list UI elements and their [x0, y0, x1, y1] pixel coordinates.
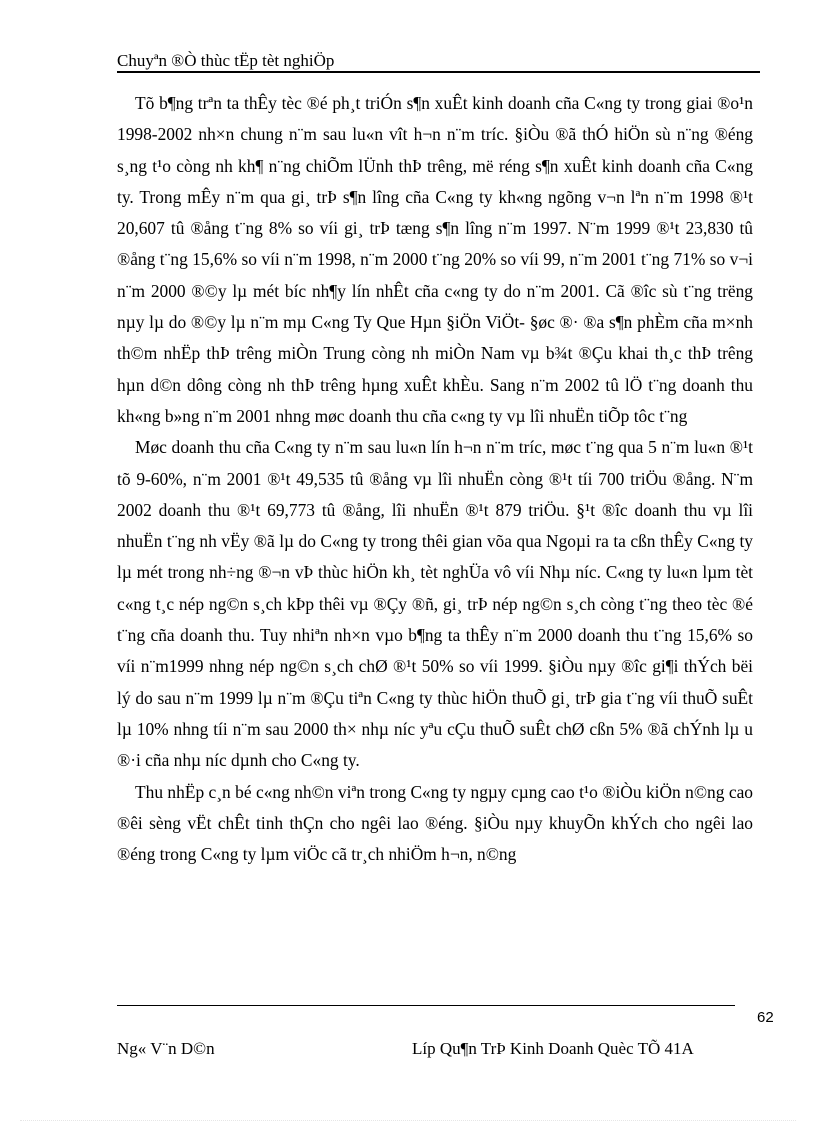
body-text [117, 88, 753, 870]
paragraph-1: Tõ b¶ng trªn ta thÊy tèc ®é ph¸t triÓn s¶n xuÊt kinh doanh cña C«ng ty trong giai ®o¹n 1998-2002 nh×n chung n¨m sau lu«n vît h¬n n¨m tríc. §iÒu ®ã thÓ hiÖn sù n¨ng ®éng s¸ng t¹o còng nh kh¶ n¨ng chiÕm lÜnh thÞ trêng, më réng s¶n xuÊt kinh doanh cña C«ng ty. Trong mÊy n¨m qua gi¸ trÞ s¶n lîng cña C«ng ty kh«ng ngõng v¬n lªn n¨m 1998 ®¹t 20,607 tû ®ång t¨ng 8% so víi gi¸ trÞ tæng s¶n lîng n¨m 1997. N¨m 1999 ®¹t 23,830 tû ®ång t¨ng 15,6% so víi n¨m 1998, n¨m 2000 t¨ng 20% so víi 99, n¨m 2001 t¨ng 71% so v¬i n¨m 2000 ®©y lµ mét bíc nh¶y lín nhÊt cña c«ng ty do n¨m 2001. Cã ®îc sù t¨ng trëng nµy lµ do ®©y lµ n¨m mµ C«ng Ty Que Hµn §iÖn ViÖt- §øc ®· ®a s¶n phÈm cña m×nh th©m nhËp thÞ trêng miÒn Trung còng nh miÒn Nam vµ b¾t ®Çu khai th¸c thÞ trêng hµn d©n dông còng nh thÞ trêng hµng xuÊt khÈu. Sang n¨m 2002 tû lÖ t¨ng doanh thu kh«ng b»ng n¨m 2001 nhng møc doanh thu cña c«ng ty vµ lîi nhuËn tiÕp tôc t¨ng [117, 93, 753, 426]
page-bottom-edge [20, 1120, 796, 1121]
header-divider [117, 71, 760, 73]
footer-divider [117, 1005, 735, 1006]
footer-class: Líp Qu¶n TrÞ Kinh Doanh Quèc TÕ 41A [412, 1039, 694, 1058]
footer-author: Ng« V¨n D©n [117, 1039, 215, 1058]
page-number: 62 [757, 1009, 774, 1026]
paragraph-3: Thu nhËp c¸n bé c«ng nh©n viªn trong C«ng ty ngµy cµng cao t¹o ®iÒu kiÖn n©ng cao ®êi sèng vËt chÊt tinh thÇn cho ngêi lao ®éng. §iÒu nµy khuyÕn khÝch cho ngêi lao ®éng trong C«ng ty lµm viÖc cã tr¸ch nhiÖm h¬n, n©ng [117, 781, 753, 865]
page-header-title: Chuyªn ®Ò thùc tËp tèt nghiÖp [117, 51, 335, 70]
paragraph-2: Møc doanh thu cña C«ng ty n¨m sau lu«n lín h¬n n¨m tríc, møc t¨ng qua 5 n¨m lu«n ®¹t tõ 9-60%, n¨m 2001 ®¹t 49,535 tû ®ång vµ lîi nhuËn còng ®¹t tíi 700 triÖu ®ång. N¨m 2002 doanh thu ®¹t 69,773 tû ®ång, lîi nhuËn ®¹t 879 triÖu. §¹t ®îc doanh thu vµ lîi nhuËn t¨ng nh vËy ®ã lµ do C«ng ty trong thêi gian võa qua Ngoµi ra ta cßn thÊy C«ng ty lµ mét trong nh÷ng ®¬n vÞ thùc hiÖn kh¸ tèt nghÜa vô víi Nhµ níc. C«ng ty lu«n lµm tèt c«ng t¸c nép ng©n s¸ch kÞp thêi vµ ®Çy ®ñ, gi¸ trÞ nép ng©n s¸ch còng t¨ng theo tèc ®é t¨ng cña doanh thu. Tuy nhiªn nh×n vµo b¶ng ta thÊy n¨m 2000 doanh thu t¨ng 15,6% so víi n¨m1999 nhng nép ng©n s¸ch chØ ®¹t 50% so víi 1999. §iÒu nµy ®îc gi¶i thÝch bëi lý do sau n¨m 1999 lµ n¨m ®Çu tiªn C«ng ty thùc hiÖn thuÕ gi¸ trÞ gia t¨ng víi thuÕ suÊt lµ 10% nhng tíi n¨m sau 2000 th× nhµ níc yªu cÇu thuÕ suÊt chØ cßn 5% ®ã chÝnh lµ u ®·i cña nhµ níc dµnh cho C«ng ty. [117, 437, 753, 771]
